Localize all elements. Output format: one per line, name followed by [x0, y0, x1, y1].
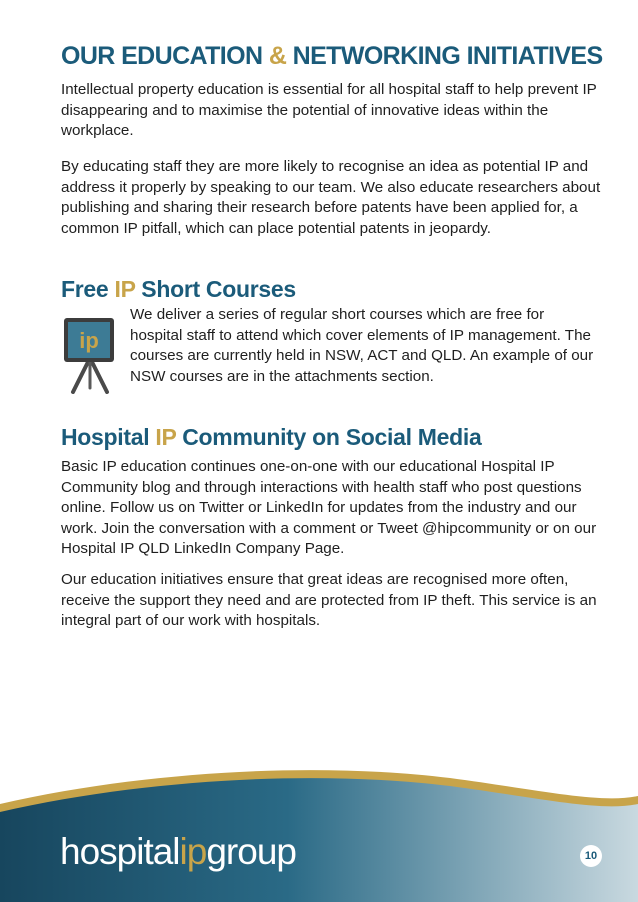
- courses-heading-pre: Free: [61, 276, 115, 302]
- intro-paragraph-2: By educating staff they are more likely to recognise an idea as potential IP and address it properly by speaking to our team. We also educate researchers about publishing and sharing their research before patents have been applied for, a common IP pitfall, which can place potential patents in jeopardy.: [61, 158, 601, 237]
- heading-post: NETWORKING INITIATIVES: [286, 42, 603, 70]
- hospital-ip-group-logo: [60, 833, 296, 870]
- heading-accent: &: [268, 42, 287, 70]
- courses-heading-accent: IP: [114, 276, 136, 302]
- community-paragraph-1: Basic IP education continues one-on-one with our educational Hospital IP Community blog and through interactions with health staff who post questions online. Follow us on Twitter or LinkedIn for updates from the industry and our work. Join the conversation with a comment or Tweet @hipcommunity or on our Hospital IP QLD LinkedIn Company Page.: [61, 458, 597, 557]
- logo-group: group: [206, 831, 296, 872]
- community-heading-pre: Hospital: [61, 424, 156, 450]
- heading-pre: OUR EDUCATION: [61, 42, 269, 70]
- courses-heading: [61, 276, 296, 303]
- page-number: 10: [580, 845, 602, 867]
- page-heading: [61, 42, 603, 71]
- community-paragraph-2: Our education initiatives ensure that great ideas are recognised more often, receive the support they need and are protected from IP theft. This service is an integral part of our work with hospitals.: [61, 571, 597, 629]
- community-heading-accent: IP: [155, 424, 177, 450]
- courses-heading-post: Short Courses: [135, 276, 296, 302]
- community-heading-post: Community on Social Media: [176, 424, 482, 450]
- courses-paragraph: We deliver a series of regular short courses which are free for hospital staff to attend which cover elements of IP management. The courses are currently held in NSW, ACT and QLD. An example of our NSW courses are in the attachments section.: [130, 306, 594, 385]
- community-heading: [61, 424, 481, 451]
- intro-paragraph-1: Intellectual property education is essential for all hospital staff to help prevent IP disappearing and to maximise the potential of innovative ideas within the workplace.: [61, 81, 597, 139]
- easel-board-icon: [62, 314, 118, 394]
- easel-ip-text: ip: [79, 328, 99, 353]
- logo-hospital: hospital: [60, 831, 180, 872]
- logo-ip: ip: [179, 831, 207, 872]
